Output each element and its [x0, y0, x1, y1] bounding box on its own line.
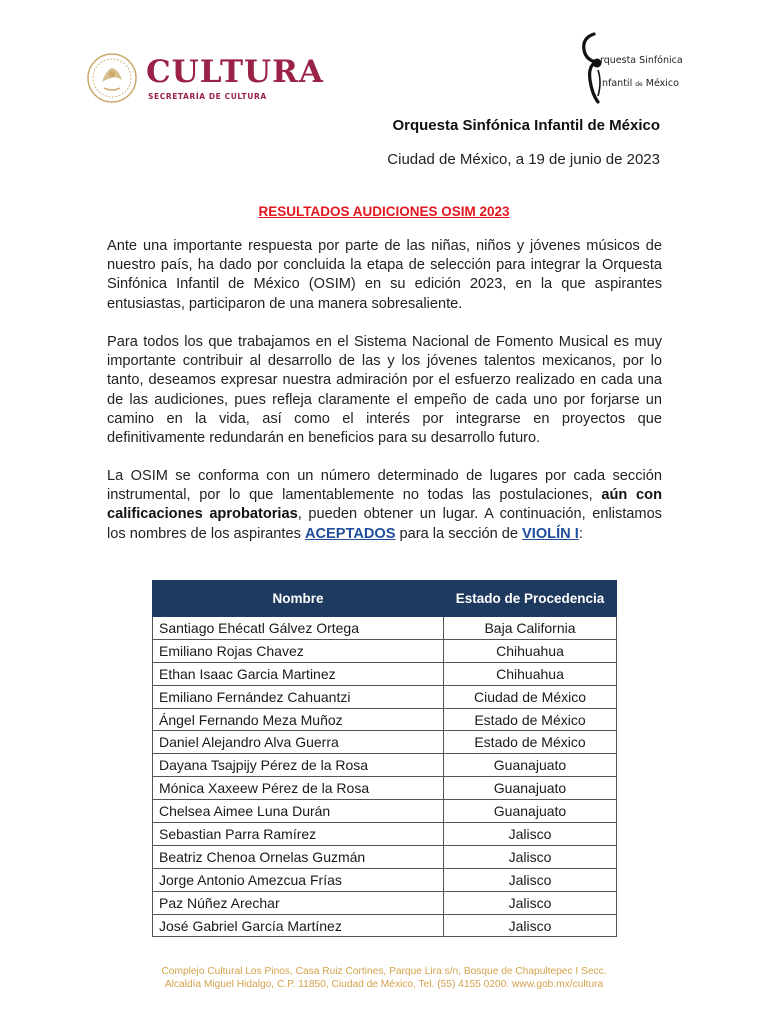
footer-line-2: Alcaldía Miguel Hidalgo, C.P. 11850, Ciudad de México, Tel. (55) 4155 0200. www.gob.mx/cultura — [164, 979, 604, 990]
cell-state: Estado de México — [444, 708, 617, 731]
cultura-wordmark: CULTURA — [146, 54, 324, 90]
cell-name: Emiliano Rojas Chavez — [153, 639, 444, 662]
column-header-name: Nombre — [153, 581, 444, 617]
cell-state: Jalisco — [444, 891, 617, 914]
accepted-label: ACEPTADOS — [304, 525, 396, 542]
organization-name: Orquesta Sinfónica Infantil de México — [392, 117, 660, 134]
osim-logo-line2 — [602, 78, 679, 89]
table-row — [153, 777, 617, 800]
cell-name: Santiago Ehécatl Gálvez Ortega — [153, 617, 444, 640]
osim-logo-word-infantil: nfantil — [602, 78, 633, 89]
cell-state: Guanajuato — [444, 800, 617, 823]
cell-state: Jalisco — [444, 823, 617, 846]
table-row — [153, 823, 617, 846]
section-name: VIOLÍN I — [522, 525, 579, 542]
cell-state: Estado de México — [444, 731, 617, 754]
table-row — [153, 845, 617, 868]
cell-name: Daniel Alejandro Alva Guerra — [153, 731, 444, 754]
cell-state: Jalisco — [444, 914, 617, 937]
cell-name: Sebastian Parra Ramírez — [153, 823, 444, 846]
cell-state: Baja California — [444, 617, 617, 640]
column-header-state: Estado de Procedencia — [444, 581, 617, 617]
cell-state: Jalisco — [444, 845, 617, 868]
cultura-logo — [86, 52, 336, 108]
cell-name: Ángel Fernando Meza Muñoz — [153, 708, 444, 731]
paragraph-selection-end: : — [578, 525, 583, 542]
osim-logo-line1: rquesta Sinfónica — [600, 55, 683, 66]
footer-line-1: Complejo Cultural Los Pinos, Casa Ruiz Cortines, Parque Lira s/n, Bosque de Chapultepec I Secc. — [161, 966, 607, 977]
paragraph-selection — [107, 467, 662, 544]
cell-name: Emiliano Fernández Cahuantzi — [153, 685, 444, 708]
osim-logo-word-mexico: México — [645, 78, 679, 89]
cell-name: Jorge Antonio Amezcua Frías — [153, 868, 444, 891]
table-row — [153, 914, 617, 937]
table-row — [153, 617, 617, 640]
table-row — [153, 662, 617, 685]
table-row — [153, 639, 617, 662]
table-row — [153, 868, 617, 891]
table-row — [153, 685, 617, 708]
cell-state: Guanajuato — [444, 777, 617, 800]
cell-state: Guanajuato — [444, 754, 617, 777]
cell-name: Ethan Isaac Garcia Martinez — [153, 662, 444, 685]
cell-state: Ciudad de México — [444, 685, 617, 708]
mexican-seal-icon — [86, 52, 138, 104]
paragraph-intro: Ante una importante respuesta por parte de las niñas, niños y jóvenes músicos de nuestro país, ha dado por concluida la etapa de selección para integrar la Orquesta Sinfónica Infantil de México (OSIM) en su edición 2023, en la que aspirantes entusiastas, participaron de una manera sobresaliente. — [107, 238, 662, 312]
accepted-applicants-table — [152, 580, 617, 937]
date-line: Ciudad de México, a 19 de junio de 2023 — [387, 151, 660, 168]
table-row — [153, 754, 617, 777]
document-title: RESULTADOS AUDICIONES OSIM 2023 — [258, 204, 510, 219]
cultura-subtitle: SECRETARÍA DE CULTURA — [148, 92, 267, 101]
paragraph-selection-text-a: La OSIM se conforma con un número determinado de lugares por cada sección instrumental, por lo que lamentablemente no todas las postulaciones, — [107, 468, 662, 504]
cell-state: Jalisco — [444, 868, 617, 891]
paragraph-acknowledgement: Para todos los que trabajamos en el Sistema Nacional de Fomento Musical es muy importante contribuir al desarrollo de las y los jóvenes talentos mexicanos, por lo tanto, deseamos expresar nuestra admiración por el esfuerzo realizado en cada una de las audiciones, pues refleja claramente el empeño de cada uno por forjarse un camino en la vida, así como el interés por integrarse en proyectos que definitivamente redundarán en beneficios para su desarrollo futuro. — [107, 334, 662, 447]
footer-address — [0, 965, 768, 991]
cell-name: Mónica Xaxeew Pérez de la Rosa — [153, 777, 444, 800]
table-row — [153, 708, 617, 731]
cell-name: Chelsea Aimee Luna Durán — [153, 800, 444, 823]
osim-logo-word-de: de — [635, 81, 643, 88]
paragraph-selection-text-b: , pueden obtener un lugar. A continuación, enlistamos los nombres de los aspirantes — [107, 506, 662, 542]
cell-state: Chihuahua — [444, 662, 617, 685]
table-row — [153, 800, 617, 823]
cell-name: Paz Núñez Arechar — [153, 891, 444, 914]
paragraph-selection-text-c: para la sección de — [395, 525, 523, 542]
cell-name: Dayana Tsajpijy Pérez de la Rosa — [153, 754, 444, 777]
table-row — [153, 731, 617, 754]
osim-logo — [578, 30, 688, 105]
cell-name: Beatriz Chenoa Ornelas Guzmán — [153, 845, 444, 868]
table-header-row — [153, 581, 617, 617]
table-row — [153, 891, 617, 914]
treble-clef-logo-icon — [578, 30, 618, 105]
paragraph-selection-bold: aún con calificaciones aprobatorias — [107, 487, 662, 523]
cell-name: José Gabriel García Martínez — [153, 914, 444, 937]
cell-state: Chihuahua — [444, 639, 617, 662]
